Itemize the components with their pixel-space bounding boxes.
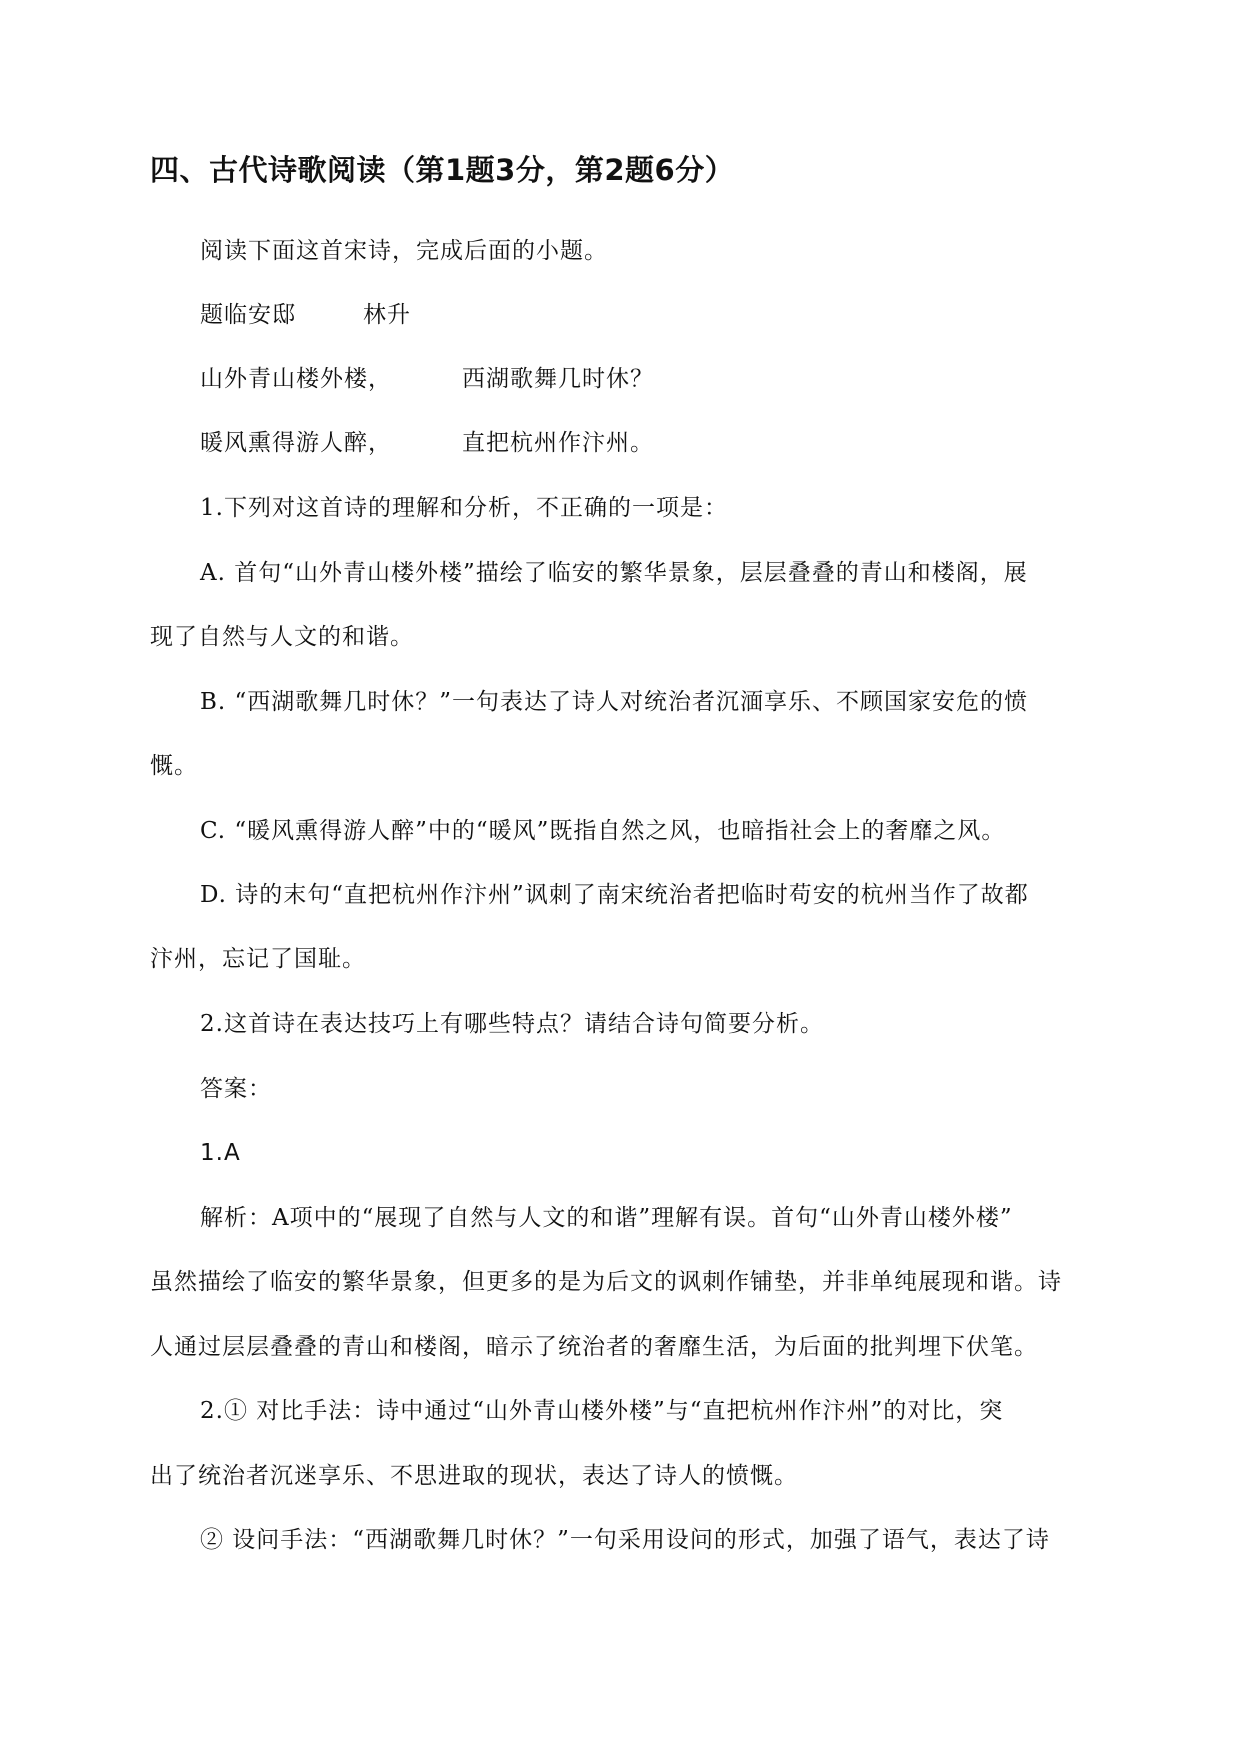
answer-1: 1.A bbox=[200, 1140, 241, 1166]
answer-label: 答案： bbox=[200, 1076, 272, 1102]
option-b-line-2: 慨。 bbox=[150, 753, 198, 779]
option-d-line-2: 汴州，忘记了国耻。 bbox=[150, 946, 366, 972]
option-c-line-1: C. “暖风熏得游人醉”中的“暖风”既指自然之风，也暗指社会上的奢靡之风。 bbox=[200, 818, 1006, 844]
answer-2-line-1: 2.① 对比手法：诗中通过“山外青山楼外楼”与“直把杭州作汴州”的对比，突 bbox=[200, 1398, 1004, 1424]
question-2-stem: 2.这首诗在表达技巧上有哪些特点？请结合诗句简要分析。 bbox=[200, 1011, 824, 1037]
question-1-stem: 1.下列对这首诗的理解和分析，不正确的一项是： bbox=[200, 495, 728, 521]
answer-2-line-2: 出了统治者沉迷享乐、不思进取的现状，表达了诗人的愤慨。 bbox=[150, 1463, 798, 1489]
option-a-line-1: A. 首句“山外青山楼外楼”描绘了临安的繁华景象，层层叠叠的青山和楼阁，展 bbox=[200, 560, 1028, 586]
option-b-line-1: B. “西湖歌舞几时休？”一句表达了诗人对统治者沉湎享乐、不顾国家安危的愤 bbox=[200, 689, 1029, 715]
section-title: 四、古代诗歌阅读（第1题3分，第2题6分） bbox=[150, 153, 735, 187]
poem-line-2b: 直把杭州作汴州。 bbox=[462, 430, 654, 456]
poem-line-1b: 西湖歌舞几时休？ bbox=[462, 366, 654, 392]
explanation-line-3: 人通过层层叠叠的青山和楼阁，暗示了统治者的奢靡生活，为后面的批判埋下伏笔。 bbox=[150, 1334, 1038, 1360]
option-a-line-2: 现了自然与人文的和谐。 bbox=[150, 624, 414, 650]
answer-2-line-3: ② 设问手法：“西湖歌舞几时休？”一句采用设问的形式，加强了语气，表达了诗 bbox=[200, 1527, 1050, 1553]
poem-title: 题临安邸 bbox=[200, 302, 296, 328]
explanation-line-2: 虽然描绘了临安的繁华景象，但更多的是为后文的讽刺作铺垫，并非单纯展现和谐。诗 bbox=[150, 1269, 1062, 1295]
explanation-line-1: 解析：A项中的“展现了自然与人文的和谐”理解有误。首句“山外青山楼外楼” bbox=[200, 1205, 1013, 1231]
option-d-line-1: D. 诗的末句“直把杭州作汴州”讽刺了南宋统治者把临时苟安的杭州当作了故都 bbox=[200, 882, 1029, 908]
intro-text: 阅读下面这首宋诗，完成后面的小题。 bbox=[200, 238, 608, 264]
poem-line-1a: 山外青山楼外楼， bbox=[200, 366, 392, 392]
poem-author: 林升 bbox=[363, 302, 411, 328]
poem-line-2a: 暖风熏得游人醉， bbox=[200, 430, 392, 456]
